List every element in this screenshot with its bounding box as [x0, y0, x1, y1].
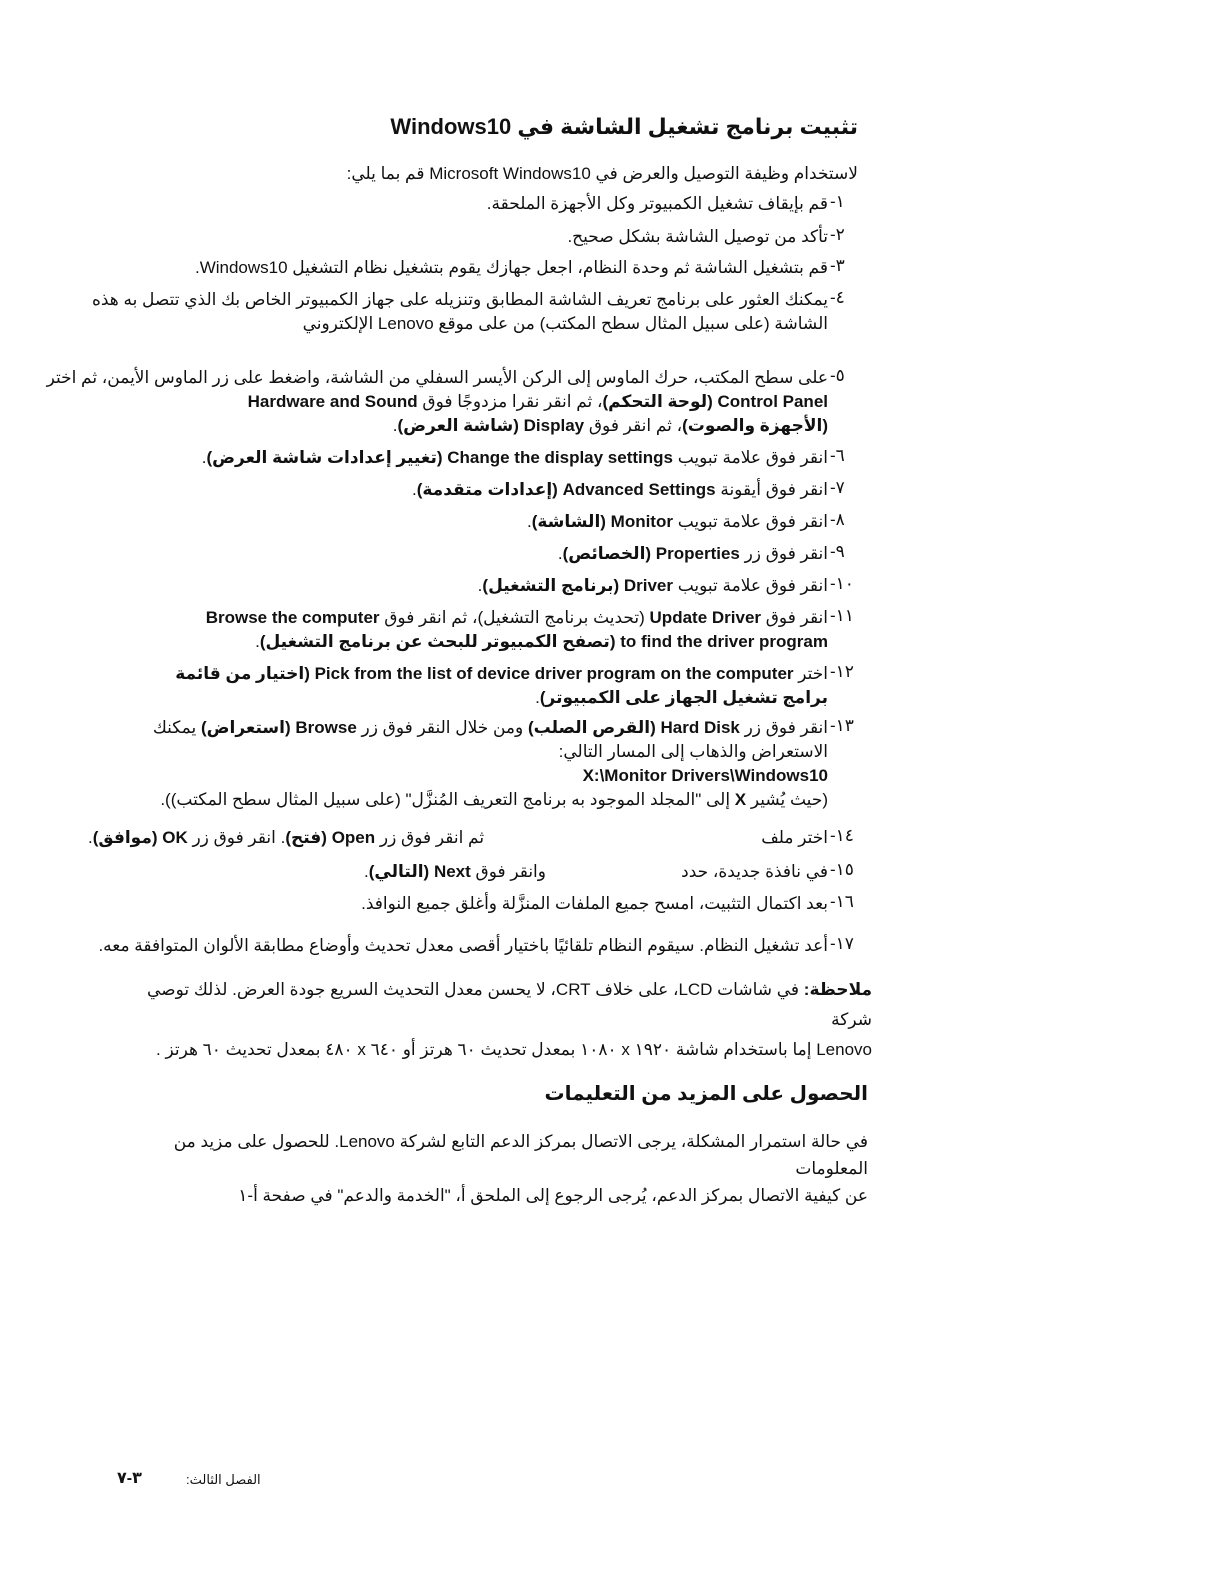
note-line-1 [112, 975, 872, 1035]
step-text-fragment: انقر فوق زر [739, 718, 828, 737]
step-2 [88, 225, 845, 249]
step-text-line-4 [88, 788, 828, 812]
step-text-fragment: انقر فوق علامة تبويب [672, 576, 828, 595]
step-text-fragment: . [526, 512, 532, 531]
step-text-line-1 [88, 662, 828, 686]
step-text-right-part [364, 860, 546, 884]
step-text-fragment: ثم انقر فوق زر [379, 828, 485, 847]
step-11 [88, 606, 854, 654]
step-text-line-1 [88, 716, 828, 740]
monitor-tab-label: Monitor (الشاشة) [531, 512, 673, 531]
step-number: ٩- [830, 542, 845, 561]
step-text-line-2 [88, 390, 828, 414]
step-text-fragment: . [477, 576, 483, 595]
device-driver-arabic-label: برامج تشغيل الجهاز على الكمبيوتر) [539, 688, 828, 707]
step-text-fragment: . [557, 544, 563, 563]
note-label: ملاحظة: [803, 980, 872, 999]
advanced-settings-label: Advanced Settings (إعدادات متقدمة) [416, 480, 716, 499]
step-10 [88, 574, 854, 598]
step-1 [88, 192, 845, 216]
step-text: قم بإيقاف تشغيل الكمبيوتر وكل الأجهزة الملحقة. [486, 194, 828, 213]
footer-chapter-label: الفصل الثالث: [186, 1472, 261, 1487]
change-display-settings-label: Change the display settings (تغيير إعدادات شاشة العرض) [206, 448, 673, 467]
step-number: ٢- [830, 225, 845, 244]
step-text-fragment: اختر ملف [761, 828, 828, 847]
step-text-fragment: . [535, 688, 540, 707]
step-text-right-part [88, 826, 484, 850]
step-text-fragment: . [411, 480, 417, 499]
step-text-line-2: الشاشة (على سبيل المثال سطح المكتب) من على موقع Lenovo الإلكتروني [302, 314, 828, 333]
step-text [88, 478, 828, 502]
hard-disk-label: Hard Disk (القرص الصلب) [527, 718, 740, 737]
step-5 [46, 366, 845, 438]
control-panel-label: Control Panel (لوحة التحكم) [602, 392, 828, 411]
step-text-fragment: في نافذة جديدة، حدد [681, 862, 828, 881]
step-text-fragment: انقر فوق [761, 608, 828, 627]
step-text-fragment: . [88, 828, 93, 847]
step-text-fragment: (حيث يُشير [746, 790, 828, 809]
section-title-more-help: الحصول على المزيد من التعليمات [544, 1083, 868, 1105]
step-text-fragment: ، ثم انقر فوق [584, 416, 683, 435]
find-driver-program-label: to find the driver program (تصفح الكمبيوتر للبحث عن برنامج التشغيل) [259, 632, 828, 651]
step-number: ١- [830, 192, 845, 211]
step-text-line-1 [88, 606, 828, 630]
driver-path [88, 764, 828, 788]
step-text-fragment: (تحديث برنامج التشغيل)، ثم انقر فوق [379, 608, 650, 627]
step-text [88, 542, 828, 566]
step-number: ٦- [830, 446, 845, 465]
step-text-fragment: وانقر فوق [470, 862, 546, 881]
step-12 [88, 662, 854, 710]
step-text [88, 574, 828, 598]
step-text-fragment: يمكنك [152, 718, 201, 737]
footer-page-number: ٣-٧ [117, 1470, 142, 1487]
step-text: أعد تشغيل النظام. سيقوم النظام تلقائيًا باختيار أقصى معدل تحديث وأوضاع مطابقة الألوان المتوافقة معه. [98, 936, 828, 955]
pick-from-list-label: Pick from the list of device driver program on the computer (اختيار من قائمة [175, 664, 794, 683]
step-text-fragment: . [201, 448, 207, 467]
browse-computer-label: Browse the computer [205, 608, 380, 627]
step-9 [88, 542, 845, 566]
step-number: ١٦- [830, 892, 854, 911]
hardware-and-sound-label: Hardware and Sound [247, 392, 418, 411]
step-14 [88, 826, 854, 850]
step-number: ٤- [830, 288, 845, 307]
section-title-driver-install: تثبيت برنامج تشغيل الشاشة في Windows10 [390, 114, 858, 139]
step-number: ١٤- [830, 826, 854, 845]
ok-button-label: OK (موافق) [92, 828, 188, 847]
step-number: ١٠- [830, 574, 854, 593]
step-text: تأكد من توصيل الشاشة بشكل صحيح. [567, 227, 828, 246]
note-text: في شاشات LCD، على خلاف CRT، لا يحسن معدل التحديث السريع جودة العرض. لذلك توصي شركة [147, 980, 872, 1029]
step-text-fragment: إلى "المجلد الموجود به برنامج التعريف المُنزَّل" (على سبيل المثال سطح المكتب)). [160, 790, 735, 809]
step-number: ١٣- [830, 716, 854, 735]
step-text: بعد اكتمال التثبيت، امسح جميع الملفات المنزَّلة وأغلق جميع النوافذ. [361, 894, 828, 913]
step-number: ١٥- [830, 860, 854, 879]
step-8 [88, 510, 845, 534]
display-label: Display (شاشة العرض) [397, 416, 585, 435]
step-text-fragment: انقر فوق زر [739, 544, 828, 563]
step-text [88, 510, 828, 534]
step-text-fragment: انقر فوق علامة تبويب [672, 448, 828, 467]
step-text-fragment: انقر فوق أيقونة [715, 480, 828, 499]
step-text-fragment: . انقر فوق زر [187, 828, 286, 847]
step-text-fragment: انقر فوق علامة تبويب [672, 512, 828, 531]
step-text-line-2: الاستعراض والذهاب إلى المسار التالي: [558, 742, 828, 761]
step-text-fragment: . [392, 416, 398, 435]
step-text-fragment: ومن خلال النقر فوق زر [356, 718, 528, 737]
step-4 [88, 288, 845, 336]
step-number: ٥- [830, 366, 845, 385]
step-17 [88, 934, 854, 958]
help-line-2: عن كيفية الاتصال بمركز الدعم، يُرجى الرجوع إلى الملحق أ، "الخدمة والدعم" في صفحة أ-١ [238, 1186, 868, 1205]
step-text-fragment: ، ثم انقر نقرا مزدوجًا فوق [417, 392, 603, 411]
step-number: ٣- [830, 256, 845, 275]
step-text-line-3 [88, 414, 828, 438]
browse-button-label: Browse (استعراض) [200, 718, 357, 737]
help-line-1: في حالة استمرار المشكلة، يرجى الاتصال بمركز الدعم التابع لشركة Lenovo. للحصول على مزيد من المعلومات [173, 1132, 868, 1178]
step-13 [88, 716, 854, 812]
step-text [88, 826, 828, 850]
step-16 [88, 892, 854, 916]
step-text-fragment: اختر [793, 664, 828, 683]
step-3 [88, 256, 845, 280]
step-number: ١٧- [830, 934, 854, 953]
step-text-line-2 [88, 686, 828, 710]
hardware-sound-arabic-label: (الأجهزة والصوت) [682, 416, 828, 435]
update-driver-label: Update Driver [649, 608, 762, 627]
step-number: ٨- [830, 510, 845, 529]
driver-path-text: X:\Monitor Drivers\Windows10 [582, 766, 828, 785]
step-number: ١١- [830, 606, 854, 625]
help-contact-text [108, 1128, 868, 1209]
step-text-line-1: يمكنك العثور على برنامج تعريف الشاشة المطابق وتنزيله على جهاز الكمبيوتر الخاص بك الذي تتصل به هذه [91, 290, 828, 309]
open-button-label: Open (فتح) [285, 828, 376, 847]
properties-button-label: Properties (الخصائص) [562, 544, 740, 563]
step-6 [88, 446, 845, 470]
driver-tab-label: Driver (برنامج التشغيل) [482, 576, 673, 595]
step-text-fragment: . [364, 862, 369, 881]
step-15 [88, 860, 854, 884]
step-number: ٧- [830, 478, 845, 497]
note-block [112, 975, 872, 1065]
step-text-fragment: . [255, 632, 260, 651]
step-number: ١٢- [830, 662, 854, 681]
next-button-label: Next (التالي) [368, 862, 471, 881]
step-text [88, 446, 828, 470]
intro-text: لاستخدام وظيفة التوصيل والعرض في Microsoft Windows10 قم بما يلي: [346, 164, 858, 183]
step-text-line-1: على سطح المكتب، حرك الماوس إلى الركن الأيسر السفلي من الشاشة، واضغط على زر الماوس الأيمن، ثم اختر [46, 368, 828, 387]
step-text-line-2 [88, 630, 828, 654]
step-text: قم بتشغيل الشاشة ثم وحدة النظام، اجعل جهازك يقوم بتشغيل نظام التشغيل Windows10. [194, 258, 828, 277]
step-text [88, 860, 828, 884]
drive-letter-x: X [734, 790, 747, 809]
step-7 [88, 478, 845, 502]
note-line-2: Lenovo إما باستخدام شاشة ١٩٢٠ x ١٠٨٠ بمعدل تحديث ٦٠ هرتز أو ٦٤٠ x ٤٨٠ بمعدل تحديث ٦٠ هرتز . [156, 1040, 872, 1059]
